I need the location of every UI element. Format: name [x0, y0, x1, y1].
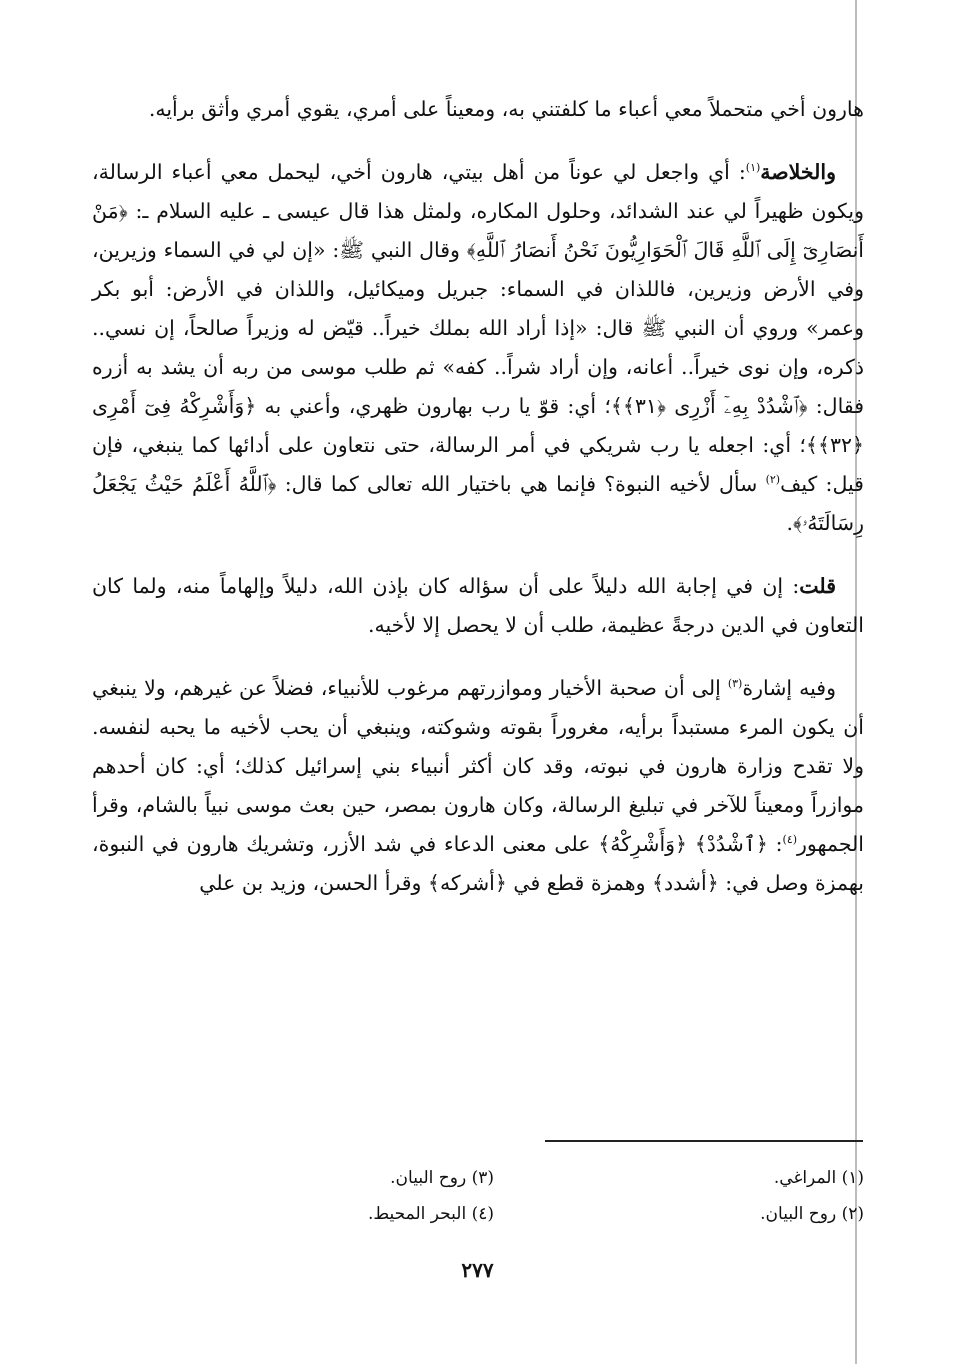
footnotes	[120, 1160, 864, 1232]
paragraph-text-continued: إلى أن صحبة الأخيار وموازرتهم مرغوب للأنبياء، فضلاً عن غيرهم، ولا ينبغي أن يكون المرء مستبداً برأيه، مغروراً بقوته وشوكته، وينبغي أن يحب لأخيه ما يحبه لنفسه. ولا تقدح وزارة هارون في نبوته، وقد كان أكثر أنبياء بني إسرائيل كذلك؛ أي: كان أحدهم موازراً ومعيناً للآخر في تبليغ الرسالة، وكان هارون بمصر، حين بعث موسى نبياً بالشام، وقرأ الجمهور	[92, 676, 864, 856]
paragraph-text: وفيه إشارة	[742, 676, 837, 700]
paragraph-2	[92, 153, 864, 543]
paragraph-text: هارون أخي متحملاً معي أعباء ما كلفتني به، ومعيناً على أمري، يقوي أمري وأثق برأيه.	[148, 97, 864, 121]
paragraph-1	[92, 90, 864, 129]
paragraph-text: : إن في إجابة الله دليلاً على أن سؤاله كان بإذن الله، دليلاً وإلهاماً منه، ولما كان التعاون في الدين درجةً عظيمة، طلب أن لا يحصل إلا لأخيه.	[92, 574, 864, 637]
footnote-separator	[545, 1140, 863, 1142]
footnote-marker: (٢)	[765, 473, 781, 487]
footnote-marker: (٤)	[782, 833, 798, 847]
footnote-1: (١) المراغي.	[773, 1168, 864, 1188]
paragraph-3	[92, 567, 864, 645]
footnote-4: (٤) البحر المحيط.	[368, 1204, 494, 1224]
footnote-marker: (١)	[745, 161, 761, 175]
paragraph-text-continued: سأل لأخيه النبوة؟ فإنما هي باختيار الله تعالى كما قال: ﴿ٱللَّهُ أَعْلَمُ حَيْثُ يَجْعَلُ رِسَالَتَهُۥ﴾.	[92, 472, 864, 535]
footnote-row	[120, 1196, 864, 1232]
paragraph-lead-word: قلت	[799, 574, 836, 598]
paragraph-4	[92, 669, 864, 903]
footnote-marker: (٣)	[727, 677, 743, 691]
paragraph-text: : أي واجعل لي عوناً من أهل بيتي، هارون أخي، ليحمل معي أعباء الرسالة، ويكون ظهيراً لي عند الشدائد، وحلول المكاره، ولمثل هذا قال عيسى ـ عليه السلام ـ: ﴿مَنْ أَنصَارِىٓ إِلَى ٱللَّهِ قَالَ ٱلْحَوَارِيُّونَ نَحْنُ أَنصَارُ ٱللَّهِ﴾ وقال النبي ﷺ: «إن لي في السماء وزيرين، وفي الأرض وزيرين، فاللذان في السماء: جبريل وميكائيل، واللذان في الأرض: أبو بكر وعمر» وروي أن النبي ﷺ قال: «إذا أراد الله بملك خيراً.. قيّض له وزيراً صالحاً، إن نسي.. ذكره، وإن نوى خيراً.. أعانه، وإن أراد شراً.. كفه» ثم طلب موسى من ربه أن يشد به أزره فقال: ﴿ٱشْدُدْ بِهِۦٓ أَزْرِى ﴿٣١﴾﴾؛ أي: قوّ يا رب بهارون ظهري، وأعني به ﴿وَأَشْرِكْهُ فِىٓ أَمْرِى ﴿٣٢﴾﴾؛ أي: اجعله يا رب شريكي في أمر الرسالة، حتى نتعاون على أدائها كما ينبغي، فإن قيل: كيف	[92, 160, 864, 496]
paragraph-lead-word: والخلاصة	[760, 160, 836, 184]
footnote-row	[120, 1160, 864, 1196]
page-body	[92, 90, 864, 927]
paragraph-text-continued: : ﴿ٱشْدُدْ﴾ ﴿وَأَشْرِكْهُ﴾ على معنى الدعاء في شد الأزر، وتشريك هارون في النبوة، بهمزة وصل في: ﴿أشدد﴾ وهمزة قطع في ﴿أشركه﴾ وقرأ الحسن، وزيد بن علي	[92, 832, 864, 895]
footnote-2: (٢) روح البيان.	[760, 1204, 864, 1224]
page-number: ٢٧٧	[461, 1258, 494, 1282]
footnote-3: (٣) روح البيان.	[390, 1168, 494, 1188]
